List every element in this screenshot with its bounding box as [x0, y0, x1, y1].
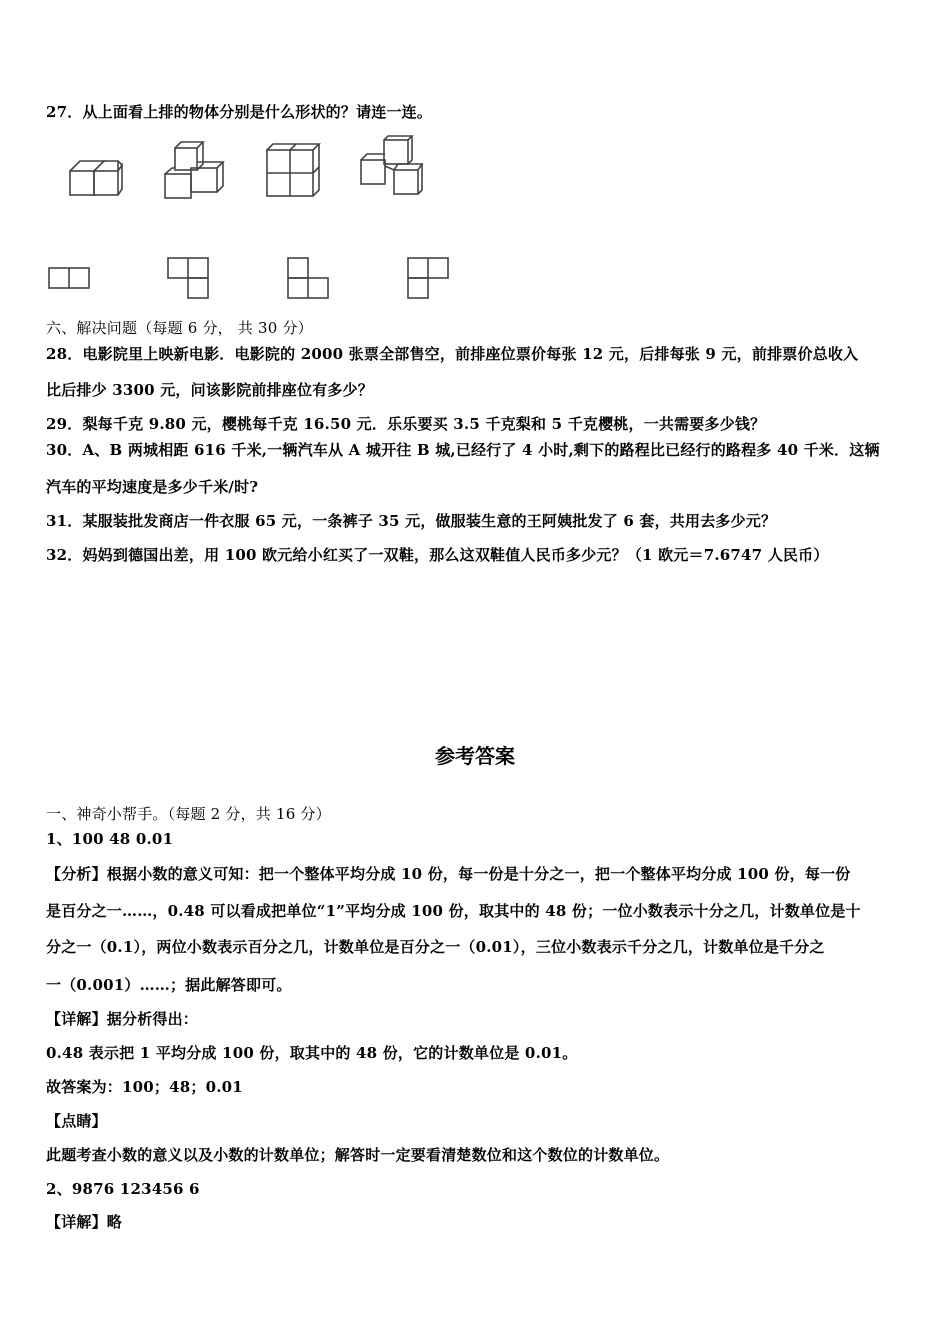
- answer-section-1: 一、神奇小帮手。（每题 2 分，共 16 分）: [46, 805, 331, 823]
- answer-1-analysis-line2: 是百分之一……，0.48 可以看成把单位“1”平均分成 100 份，取其中的 48 份；一位小数表示十分之几，计数单位是十: [46, 902, 861, 920]
- view-figure-2: [166, 256, 210, 300]
- section-6-heading: 六、解决问题（每题 6 分， 共 30 分）: [46, 319, 313, 337]
- question-28-line1: 28．电影院里上映新电影．电影院的 2000 张票全部售空，前排座位票价每张 12 元，后排每张 9 元，前排票价总收入: [46, 345, 859, 363]
- view-figure-1: [48, 265, 92, 289]
- question-27: 27．从上面看上排的物体分别是什么形状的？请连一连。: [46, 103, 433, 121]
- answer-1-head: 1、100 48 0.01: [46, 830, 174, 848]
- answer-1-analysis-line3: 分之一（0.1），两位小数表示百分之几，计数单位是百分之一（0.01），三位小数表示千分之几，计数单位是千分之: [46, 938, 825, 956]
- answer-1-comment: 此题考查小数的意义以及小数的计数单位；解答时一定要看清楚数位和这个数位的计数单位。: [46, 1146, 670, 1164]
- answer-2-detail: 【详解】略: [46, 1213, 123, 1231]
- question-30-line2: 汽车的平均速度是多少千米/时?: [46, 478, 259, 496]
- question-31: 31．某服装批发商店一件衣服 65 元，一条裤子 35 元，做服装生意的王阿姨批发了 6 套，共用去多少元？: [46, 512, 777, 530]
- cube-figure-3: [264, 142, 322, 200]
- answer-1-analysis-line4: 一（0.001）……；据此解答即可。: [46, 976, 292, 994]
- question-29: 29．梨每千克 9.80 元，樱桃每千克 16.50 元．乐乐要买 3.5 千克梨和 5 千克樱桃，一共需要多少钱？: [46, 415, 766, 433]
- cube-figure-2: [162, 140, 226, 200]
- answer-1-detail-line2: 故答案为：100；48；0.01: [46, 1078, 243, 1096]
- view-figure-3: [286, 256, 330, 300]
- cube-figure-4: [358, 134, 424, 198]
- question-30-line1: 30．A、B 两城相距 616 千米,一辆汽车从 A 城开往 B 城,已经行了 4 小时,剩下的路程比已经行的路程多 40 千米．这辆: [46, 441, 880, 459]
- answer-1-detail-line1: 0.48 表示把 1 平均分成 100 份，取其中的 48 份，它的计数单位是 0.01。: [46, 1044, 578, 1062]
- question-28-line2: 比后排少 3300 元，问该影院前排座位有多少？: [46, 381, 373, 399]
- answer-1-comment-head: 【点睛】: [46, 1112, 107, 1130]
- answer-1-detail-head: 【详解】据分析得出：: [46, 1010, 199, 1028]
- question-32: 32．妈妈到德国出差，用 100 欧元给小红买了一双鞋，那么这双鞋值人民币多少元？（1 欧元＝7.6747 人民币）: [46, 546, 829, 564]
- view-figure-4: [406, 256, 450, 300]
- answer-1-analysis-line1: 【分析】根据小数的意义可知：把一个整体平均分成 10 份，每一份是十分之一，把一个整体平均分成 100 份，每一份: [46, 865, 851, 883]
- cube-figure-1: [68, 155, 123, 197]
- answer-title: 参考答案: [435, 744, 515, 768]
- answer-2-head: 2、9876 123456 6: [46, 1180, 200, 1198]
